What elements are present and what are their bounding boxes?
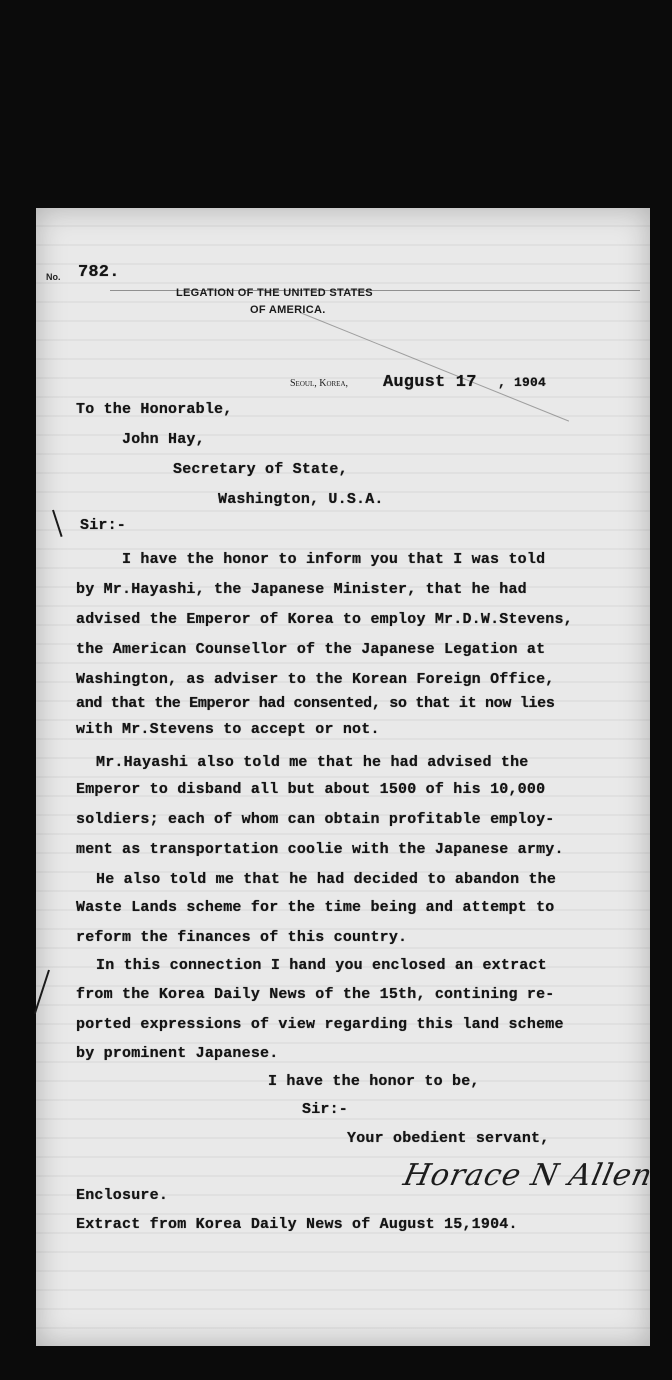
letterhead-line-2: OF AMERICA. bbox=[250, 304, 326, 316]
body-line: the American Counsellor of the Japanese Legation at bbox=[76, 641, 546, 658]
dispatch-number: 782. bbox=[78, 263, 120, 282]
signature: Horace N Allen bbox=[400, 1158, 656, 1193]
closing-line: Your obedient servant, bbox=[347, 1130, 550, 1147]
body-line: I have the honor to inform you that I was told bbox=[122, 551, 546, 568]
addressee-line: Washington, U.S.A. bbox=[218, 491, 384, 508]
body-line: Mr.Hayashi also told me that he had advised the bbox=[96, 754, 529, 771]
body-line: He also told me that he had decided to abandon the bbox=[96, 871, 557, 888]
closing-line: Sir:- bbox=[302, 1101, 349, 1118]
addressee-line: Secretary of State, bbox=[173, 461, 348, 478]
body-line: with Mr.Stevens to accept or not. bbox=[76, 721, 380, 738]
body-line: Washington, as adviser to the Korean Foreign Office, bbox=[76, 671, 555, 688]
body-line: by prominent Japanese. bbox=[76, 1045, 279, 1062]
salutation: Sir:- bbox=[80, 517, 127, 534]
closing-line: I have the honor to be, bbox=[268, 1073, 480, 1090]
body-line: ported expressions of view regarding this land scheme bbox=[76, 1016, 564, 1033]
date: August 17 bbox=[383, 373, 477, 392]
body-line: reform the finances of this country. bbox=[76, 929, 408, 946]
addressee-line: John Hay, bbox=[122, 431, 205, 448]
body-line: In this connection I hand you enclosed an extract bbox=[96, 957, 547, 974]
year: , 1904 bbox=[498, 375, 547, 390]
body-line: and that the Emperor had consented, so that it now lies bbox=[76, 695, 555, 712]
letterhead-line-1: LEGATION OF THE UNITED STATES bbox=[176, 287, 373, 299]
body-line: Waste Lands scheme for the time being and attempt to bbox=[76, 899, 555, 916]
body-line: from the Korea Daily News of the 15th, contining re- bbox=[76, 986, 555, 1003]
body-line: soldiers; each of whom can obtain profitable employ- bbox=[76, 811, 555, 828]
body-line: ment as transportation coolie with the Japanese army. bbox=[76, 841, 564, 858]
enclosure-label: Enclosure. bbox=[76, 1187, 169, 1204]
body-line: by Mr.Hayashi, the Japanese Minister, that he had bbox=[76, 581, 527, 598]
body-line: advised the Emperor of Korea to employ Mr.D.W.Stevens, bbox=[76, 611, 573, 628]
addressee-line: To the Honorable, bbox=[76, 401, 233, 418]
place: Seoul, Korea, bbox=[290, 378, 349, 389]
enclosure-text: Extract from Korea Daily News of August 15,1904. bbox=[76, 1216, 518, 1233]
body-line: Emperor to disband all but about 1500 of his 10,000 bbox=[76, 781, 546, 798]
number-label: No. bbox=[46, 272, 61, 282]
